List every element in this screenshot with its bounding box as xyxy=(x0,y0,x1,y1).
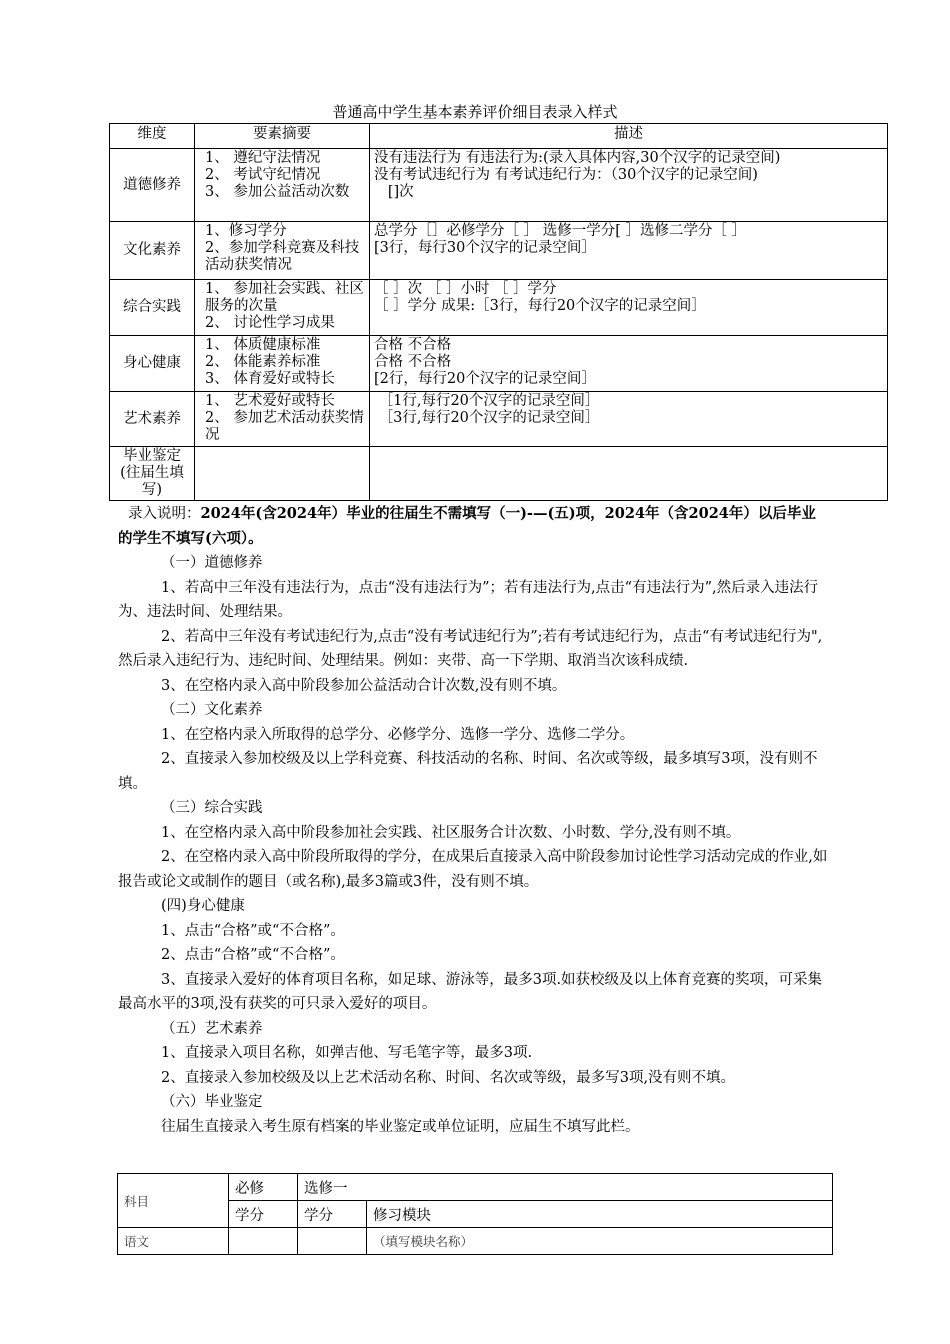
section-item: 1、若高中三年没有违法行为，点击“没有违法行为”；若有违法行为,点击“有违法行为”,然后录入违法行为、违法时间、处理结果。 xyxy=(118,579,819,620)
element-item: 2、 讨论性学习成果 xyxy=(205,315,335,331)
module-cell[interactable]: （填写模块名称） xyxy=(367,1228,833,1255)
element-item: 2、参加学科竞赛及科技活动获奖情况 xyxy=(205,240,360,273)
header-description: 描述 xyxy=(370,124,888,149)
description-line: ［1行,每行20个汉字的记录空间］ xyxy=(374,393,600,409)
description-line: 没有违法行为 有违法行为:(录入具体内容,30个汉字的记录空间) xyxy=(374,150,781,166)
section-item: 2、在空格内录入高中阶段所取得的学分，在成果后直接录入高中阶段参加讨论性学习活动完成的作业,如报告或论文或制作的题目（或名称),最多3篇或3件，没有则不填。 xyxy=(118,849,828,890)
element-item: 3、 参加公益活动次数 xyxy=(205,184,350,200)
row-elements xyxy=(195,392,370,447)
section-item: 2、直接录入参加校级及以上艺术活动名称、时间、名次或等级，最多写3项,没有则不填。 xyxy=(161,1069,736,1086)
row-description xyxy=(370,280,888,336)
description-line: 总学分［］必修学分［ ］ 选修一学分[ ］选修二学分［ ］ xyxy=(374,223,747,239)
row-elements xyxy=(195,149,370,222)
description-line: 合格 不合格 xyxy=(374,354,452,370)
description-line: ［3行,每行20个汉字的记录空间］ xyxy=(374,410,600,426)
compulsory-header: 必修 xyxy=(229,1174,298,1201)
subject-cell: 语文 xyxy=(118,1228,229,1255)
section-title: （三）综合实践 xyxy=(161,800,263,816)
instructions xyxy=(118,502,830,1139)
header-elements: 要素摘要 xyxy=(195,124,370,149)
row-elements xyxy=(195,280,370,336)
subject-header: 科目 xyxy=(118,1174,229,1228)
section-item: 1、点击“合格”或“不合格”。 xyxy=(161,922,345,939)
section-title: （五）艺术素养 xyxy=(161,1020,263,1037)
section-title: （六）毕业鉴定 xyxy=(161,1094,263,1110)
compulsory-credit-header: 学分 xyxy=(229,1201,298,1228)
description-line: 没有考试违纪行为 有考试违纪行为：（30个汉字的记录空间) xyxy=(374,167,758,183)
row-dimension: 文化素养 xyxy=(110,222,195,280)
element-item: 2、 考试守纪情况 xyxy=(205,167,321,183)
description-line: []次 xyxy=(374,184,414,200)
description-line: ［ ］学分 成果:［3行，每行20个汉字的记录空间］ xyxy=(374,298,706,314)
description-line: ［ ］次 ［ ］小时 ［ ］学分 xyxy=(374,281,557,297)
section-item: 往届生直接录入考生原有档案的毕业鉴定或单位证明，应届生不填写此栏。 xyxy=(161,1118,640,1135)
table-row xyxy=(110,447,888,501)
row-description xyxy=(370,336,888,392)
table-row xyxy=(110,149,888,222)
credit-table xyxy=(117,1173,833,1255)
section-item: 1、直接录入项目名称，如弹吉他、写毛笔字等，最多3项. xyxy=(161,1045,533,1061)
row-description xyxy=(370,149,888,222)
element-item: 1、 艺术爱好或特长 xyxy=(205,393,335,409)
elective1-credit-header: 学分 xyxy=(298,1201,367,1228)
elective1-header: 选修一 xyxy=(298,1174,833,1201)
elective1-credit-cell[interactable] xyxy=(298,1228,367,1255)
row-dimension: 身心健康 xyxy=(110,336,195,392)
credit-header-row xyxy=(118,1174,833,1201)
row-description xyxy=(370,392,888,447)
row-dimension: 艺术素养 xyxy=(110,392,195,447)
element-item: 2、 体能素养标准 xyxy=(205,354,321,370)
description-line: [3行，每行30个汉字的记录空间］ xyxy=(374,240,596,256)
description-line: [2行，每行20个汉字的记录空间］ xyxy=(374,371,596,387)
intro-text: 2024年(含2024年）毕业的往届生不需填写（一)-—(五)项，2024年（含2024年）以后毕业的学生不填写(六项）。 xyxy=(118,505,816,547)
intro-paragraph xyxy=(118,502,830,551)
table-row xyxy=(110,280,888,336)
section-item: 2、直接录入参加校级及以上学科竞赛、科技活动的名称、时间、名次或等级，最多填写3项，没有则不填。 xyxy=(118,751,818,792)
section-item: 2、点击“合格”或“不合格”。 xyxy=(161,947,345,963)
section-item: 1、在空格内录入所取得的总学分、必修学分、选修一学分、选修二学分。 xyxy=(161,726,635,743)
description-line: 合格 不合格 xyxy=(374,337,452,353)
table-header-row xyxy=(110,124,888,149)
section-item: 1、在空格内录入高中阶段参加社会实践、社区服务合计次数、小时数、学分,没有则不填。 xyxy=(161,824,741,841)
intro-label: 录入说明： xyxy=(128,506,201,522)
section-title: (四)身心健康 xyxy=(161,898,245,914)
page-title: 普通高中学生基本素养评价细目表录入样式 xyxy=(332,103,618,121)
row-elements xyxy=(195,447,370,501)
element-item: 2、 参加艺术活动获奖情况 xyxy=(205,410,364,443)
element-item: 1、 参加社会实践、社区服务的次量 xyxy=(205,281,364,314)
table-row xyxy=(110,336,888,392)
row-description xyxy=(370,447,888,501)
row-dimension: 综合实践 xyxy=(110,280,195,336)
section-item: 2、若高中三年没有考试违纪行为,点击“没有考试违纪行为”;若有考试违纪行为，点击“有考试违纪行为",然后录入违纪行为、违纪时间、处理结果。例如：夹带、高一下学期、取消当次该科成绩. xyxy=(118,628,823,669)
element-item: 1、修习学分 xyxy=(205,223,287,239)
evaluation-table xyxy=(109,123,888,501)
table-row xyxy=(118,1228,833,1255)
compulsory-credit-cell[interactable] xyxy=(229,1228,298,1255)
section-item: 3、在空格内录入高中阶段参加公益活动合计次数,没有则不填。 xyxy=(161,677,567,694)
table-row xyxy=(110,392,888,447)
row-dimension: 毕业鉴定(往届生填写) xyxy=(110,447,195,501)
header-dimension: 维度 xyxy=(110,124,195,149)
table-row xyxy=(110,222,888,280)
row-description xyxy=(370,222,888,280)
element-item: 3、 体育爱好或特长 xyxy=(205,371,335,387)
section-title: （二）文化素养 xyxy=(161,702,263,718)
module-header: 修习模块 xyxy=(367,1201,833,1228)
section-item: 3、直接录入爱好的体育项目名称，如足球、游泳等，最多3项.如获校级及以上体育竞赛的奖项，可采集最高水平的3项,没有获奖的可只录入爱好的项目。 xyxy=(118,971,823,1012)
element-item: 1、 体质健康标准 xyxy=(205,337,321,353)
element-item: 1、 遵纪守法情况 xyxy=(205,150,321,166)
row-elements xyxy=(195,336,370,392)
section-title: （一）道德修养 xyxy=(161,555,263,571)
row-dimension: 道德修养 xyxy=(110,149,195,222)
row-elements xyxy=(195,222,370,280)
